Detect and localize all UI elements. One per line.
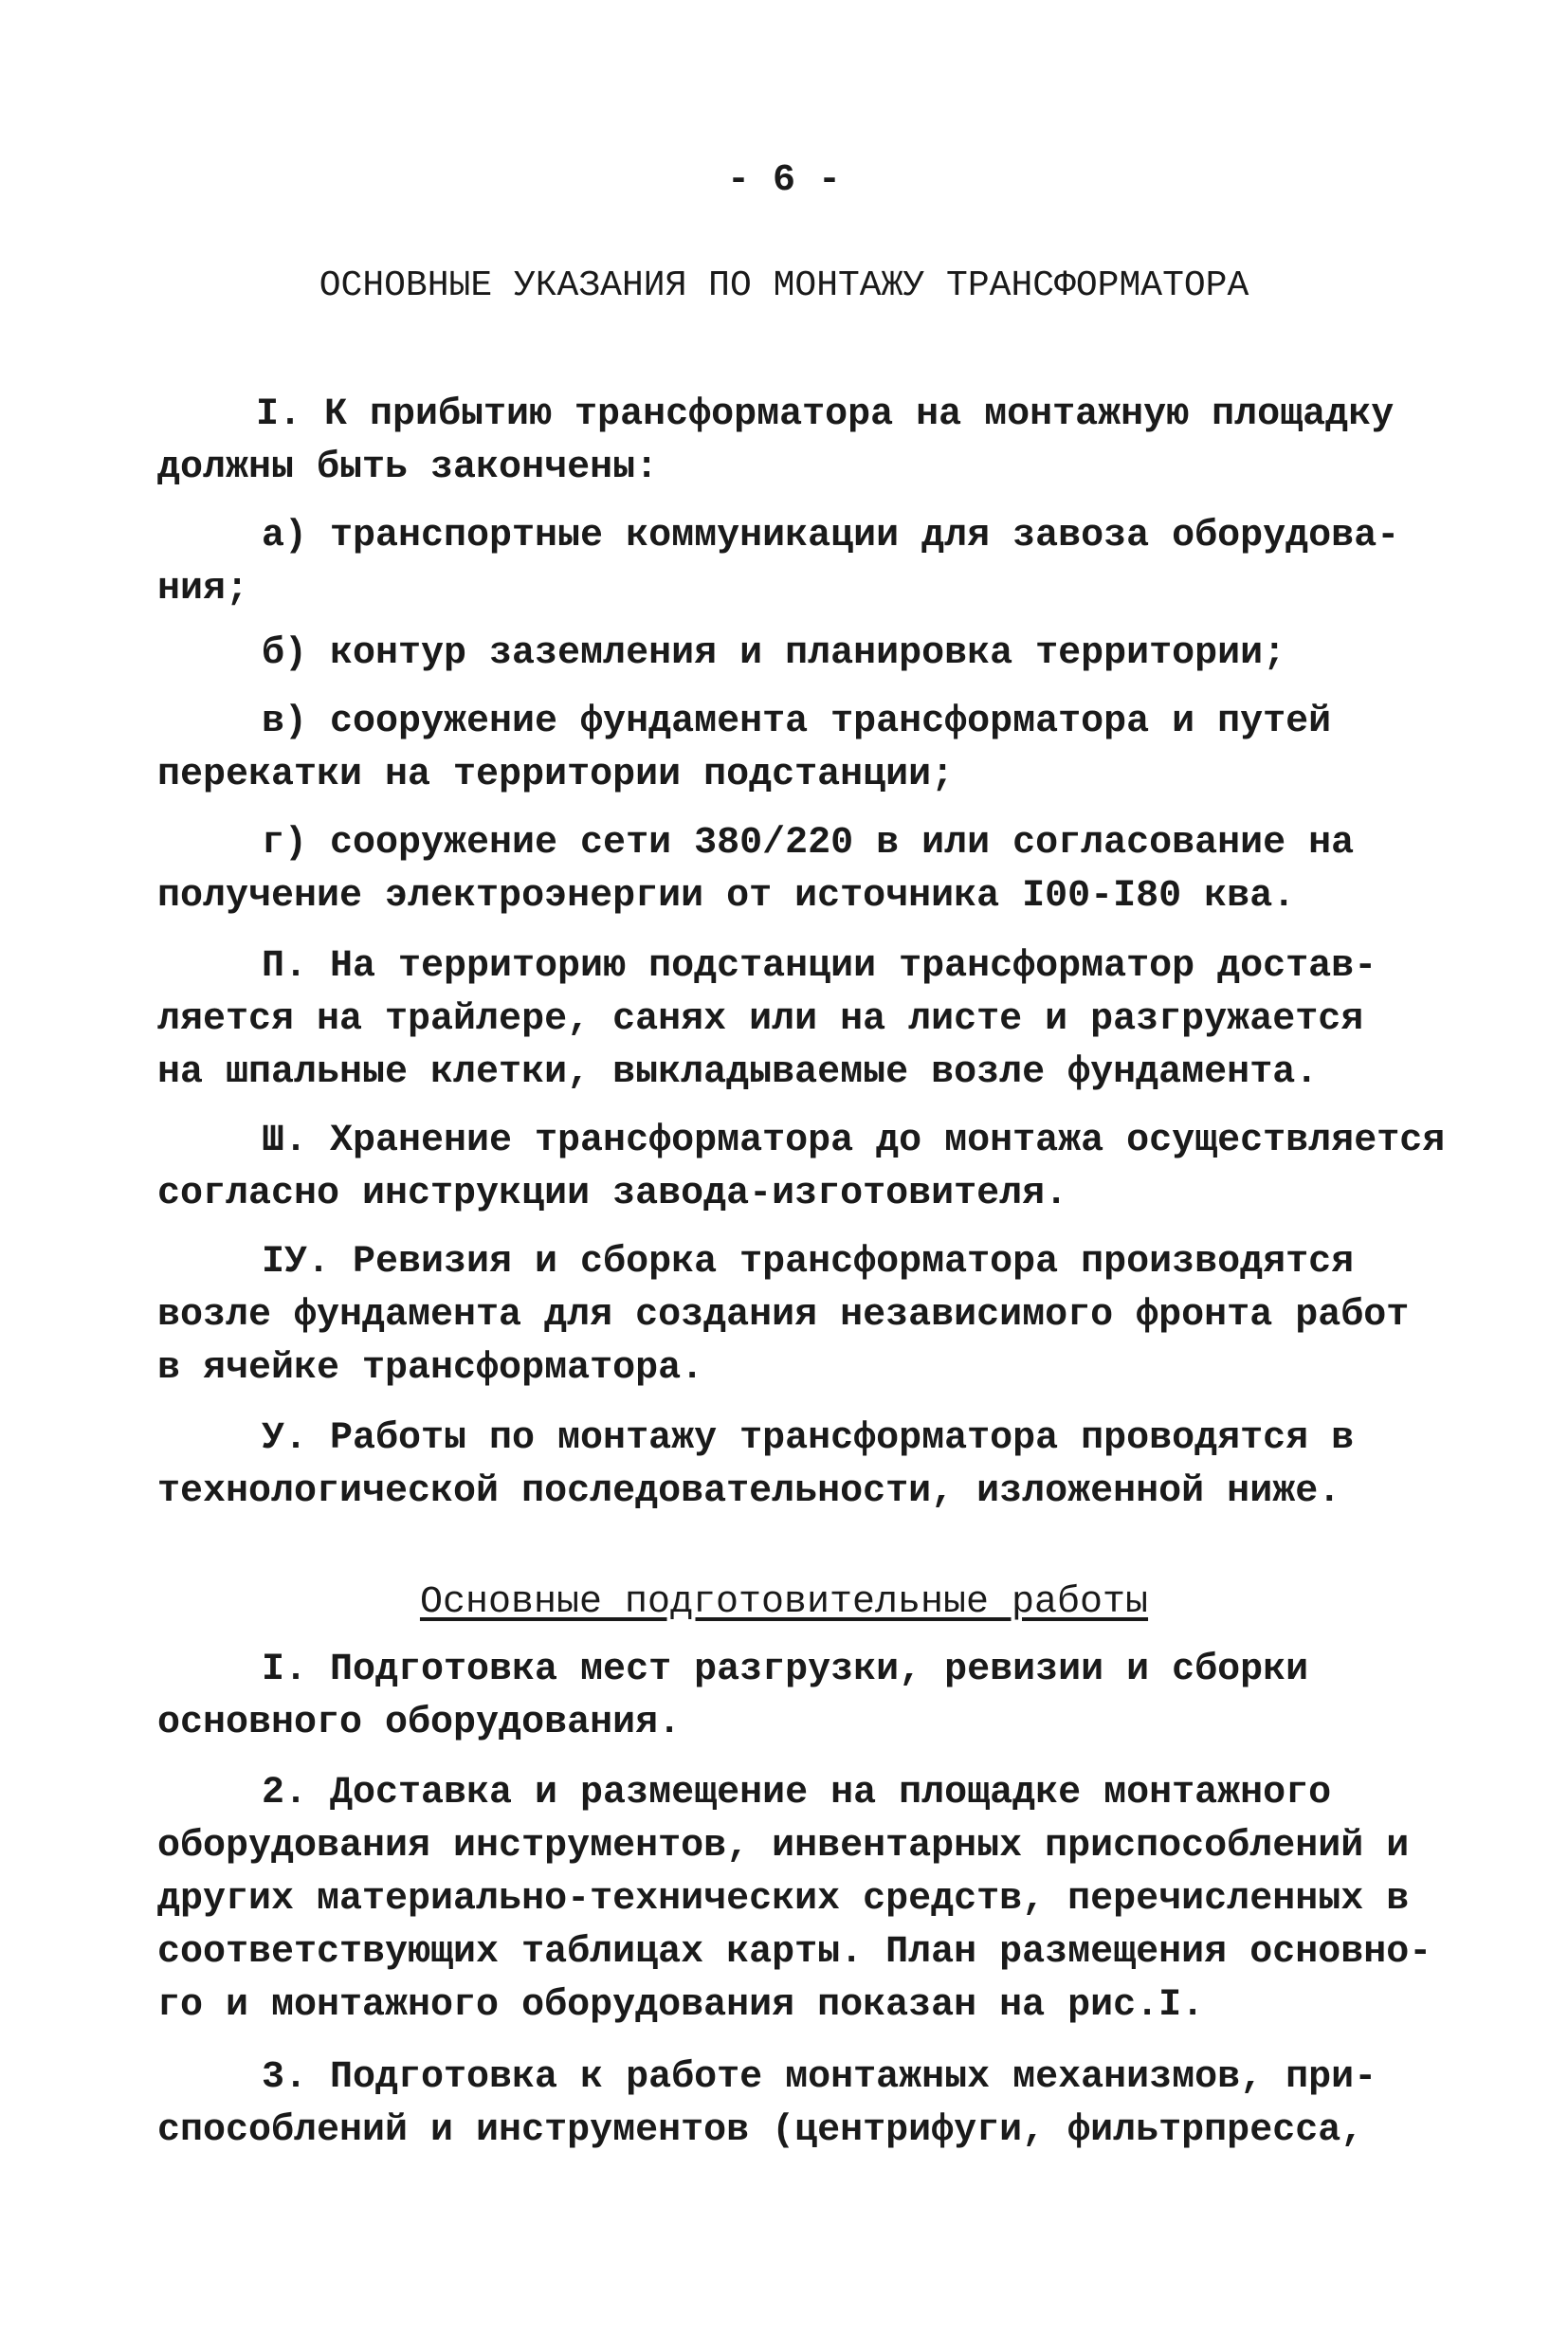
item-g-line-1: г) сооружение сети 380/220 в или согласование на — [262, 822, 1355, 865]
item-v-line-2: перекатки на территории подстанции; — [157, 754, 955, 796]
item-a-line-1: а) транспортные коммуникации для завоза оборудова- — [262, 515, 1400, 557]
paragraph-5-line-1: У. Работы по монтажу трансформатора проводятся в — [262, 1417, 1355, 1460]
paragraph-2-line-2: ляется на трайлере, санях или на листе и разгружается — [157, 998, 1364, 1041]
paragraph-4-line-3: в ячейке трансформатора. — [157, 1347, 704, 1390]
prep-paragraph-2-line-3: других материально-технических средств, перечисленных в — [157, 1878, 1410, 1921]
prep-paragraph-1-line-1: I. Подготовка мест разгрузки, ревизии и сборки — [262, 1649, 1309, 1691]
section-heading — [0, 1581, 1568, 1624]
prep-paragraph-2-line-4: соответствующих таблицах карты. План размещения основно- — [157, 1931, 1432, 1974]
paragraph-3-line-2: согласно инструкции завода-изготовителя. — [157, 1173, 1068, 1215]
paragraph-1-line-1: I. К прибытию трансформатора на монтажную площадку — [256, 393, 1395, 436]
item-a-line-2: ния; — [157, 568, 249, 611]
paragraph-4-line-1: IУ. Ревизия и сборка трансформатора производятся — [262, 1241, 1355, 1284]
prep-paragraph-2-line-2: оборудования инструментов, инвентарных приспособлений и — [157, 1825, 1410, 1868]
paragraph-2-line-1: П. На территорию подстанции трансформатор достав- — [262, 945, 1377, 988]
prep-paragraph-2-line-5: го и монтажного оборудования показан на рис.I. — [157, 1984, 1205, 2027]
document-title: ОСНОВНЫЕ УКАЗАНИЯ ПО МОНТАЖУ ТРАНСФОРМАТОРА — [319, 265, 1249, 306]
page-number: - 6 - — [726, 159, 842, 202]
prep-paragraph-1-line-2: основного оборудования. — [157, 1702, 682, 1744]
prep-paragraph-2-line-1: 2. Доставка и размещение на площадке монтажного — [262, 1772, 1332, 1814]
paragraph-2-line-3: на шпальные клетки, выкладываемые возле фундамента. — [157, 1051, 1319, 1094]
paragraph-1-line-2: должны быть закончены: — [157, 447, 659, 489]
section-heading-text: Основные подготовительные работы — [419, 1581, 1149, 1624]
item-v-line-1: в) сооружение фундамента трансформатора и путей — [262, 701, 1332, 743]
item-b-line-1: б) контур заземления и планировка территории; — [262, 632, 1286, 675]
item-g-line-2: получение электроэнергии от источника I00-I80 ква. — [157, 875, 1296, 918]
paragraph-3-line-1: Ш. Хранение трансформатора до монтажа осуществляется — [262, 1120, 1446, 1162]
prep-paragraph-3-line-2: способлений и инструментов (центрифуги, фильтрпресса, — [157, 2109, 1364, 2152]
paragraph-4-line-2: возле фундамента для создания независимого фронта работ — [157, 1294, 1410, 1337]
prep-paragraph-3-line-1: 3. Подготовка к работе монтажных механизмов, при- — [262, 2056, 1377, 2099]
paragraph-5-line-2: технологической последовательности, изложенной ниже. — [157, 1470, 1341, 1513]
